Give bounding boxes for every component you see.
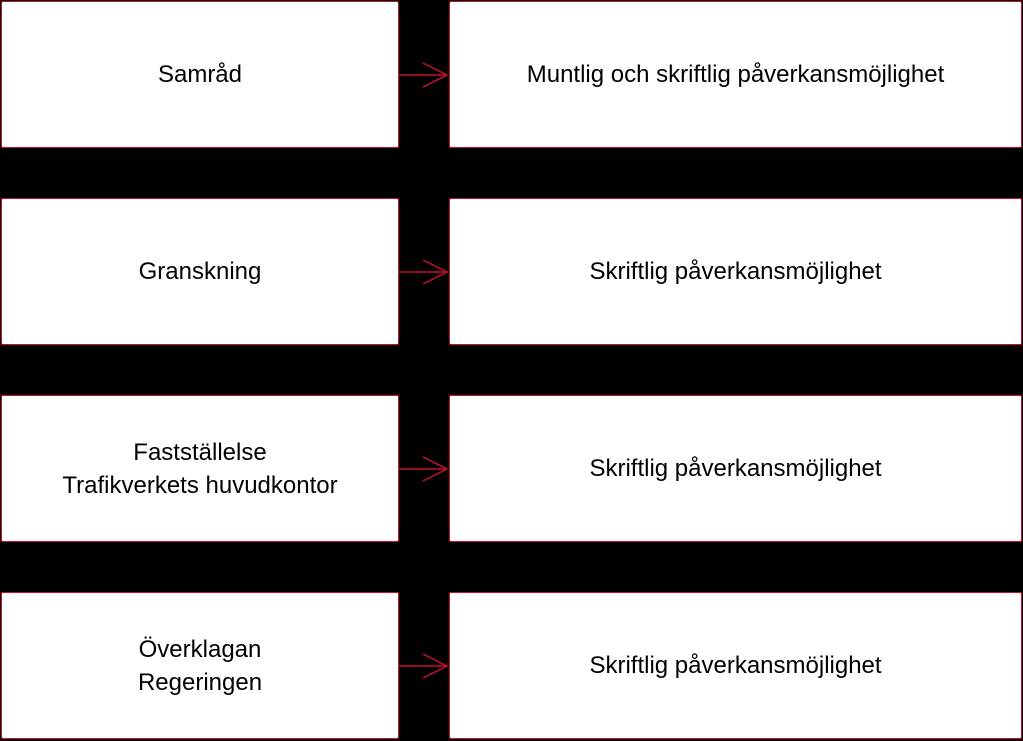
influence-box-granskning [449, 198, 1022, 345]
stage-label: Fastställelse [133, 438, 267, 466]
arrow-right-icon [399, 651, 449, 681]
influence-box-overklagan [449, 592, 1022, 739]
arrow-right-icon [399, 257, 449, 287]
stage-box-granskning [1, 198, 399, 345]
stage-sublabel: Regeringen [137, 668, 263, 696]
stage-box-samrad [1, 1, 399, 148]
arrow-right-icon [399, 60, 449, 90]
influence-label: Skriftlig påverkansmöjlighet [589, 652, 882, 679]
influence-label: Muntlig och skriftlig påverkansmöjlighet [526, 61, 945, 88]
arrow-right-icon [399, 454, 449, 484]
influence-box-samrad [449, 1, 1022, 148]
stage-label: Granskning [138, 258, 262, 285]
stage-box-faststallelse [1, 395, 399, 542]
influence-label: Skriftlig påverkansmöjlighet [589, 258, 882, 285]
influence-box-faststallelse [449, 395, 1022, 542]
stage-label: Samråd [157, 61, 243, 88]
stage-box-overklagan [1, 592, 399, 739]
influence-label: Skriftlig påverkansmöjlighet [589, 455, 882, 482]
stage-sublabel: Trafikverkets huvudkontor [62, 471, 338, 499]
stage-label: Överklagan [138, 635, 262, 663]
